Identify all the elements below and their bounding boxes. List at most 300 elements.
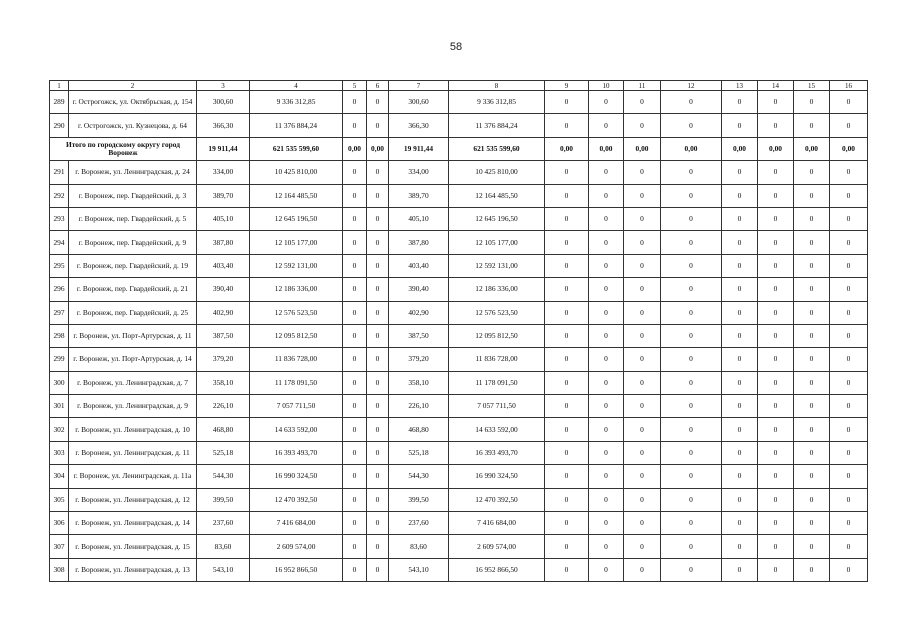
address-cell: г. Воронеж, пер. Гвардейский, д. 3	[69, 184, 197, 207]
table-cell: 405,10	[197, 207, 250, 230]
table-cell: 0	[367, 418, 389, 441]
row-number-cell: 293	[50, 207, 69, 230]
row-number-cell: 296	[50, 278, 69, 301]
table-cell: 0	[624, 558, 661, 581]
table-cell: 366,30	[389, 114, 449, 137]
table-cell: 525,18	[389, 441, 449, 464]
total-label: Итого по городскому округу город Воронеж	[50, 137, 197, 160]
table-cell: 0	[589, 371, 624, 394]
table-cell: 0	[722, 184, 758, 207]
table-cell: 12 164 485,50	[449, 184, 545, 207]
table-cell: 0	[661, 324, 722, 347]
table-cell: 11 836 728,00	[449, 348, 545, 371]
table-cell: 0	[367, 231, 389, 254]
table-cell: 0	[589, 395, 624, 418]
table-row	[50, 91, 868, 114]
table-cell: 525,18	[197, 441, 250, 464]
table-cell: 389,70	[197, 184, 250, 207]
table-cell: 0	[624, 207, 661, 230]
table-row	[50, 558, 868, 581]
table-cell: 0	[794, 371, 830, 394]
table-cell: 0	[758, 231, 794, 254]
table-cell: 0	[343, 231, 367, 254]
table-cell: 9 336 312,85	[449, 91, 545, 114]
page-number: 58	[449, 41, 463, 53]
table-cell: 12 645 196,50	[250, 207, 343, 230]
table-cell: 0	[624, 231, 661, 254]
table-cell: 0	[794, 161, 830, 184]
table-cell: 0	[758, 114, 794, 137]
table-cell: 0	[722, 371, 758, 394]
table-cell: 12 095 812,50	[449, 324, 545, 347]
table-cell: 0	[758, 348, 794, 371]
table-cell: 399,50	[389, 488, 449, 511]
table-cell: 0	[545, 231, 589, 254]
table-cell: 0	[830, 301, 868, 324]
table-cell: 12 164 485,50	[250, 184, 343, 207]
table-cell: 0	[624, 278, 661, 301]
address-cell: г. Воронеж, ул. Ленинградская, д. 11	[69, 441, 197, 464]
table-cell: 0	[758, 418, 794, 441]
table-cell: 0	[794, 535, 830, 558]
address-cell: г. Воронеж, ул. Порт-Артурская, д. 14	[69, 348, 197, 371]
table-cell: 379,20	[389, 348, 449, 371]
table-cell: 0	[624, 465, 661, 488]
table-cell: 0,00	[661, 137, 722, 160]
row-number-cell: 298	[50, 324, 69, 347]
table-cell: 0	[661, 535, 722, 558]
row-number-cell: 304	[50, 465, 69, 488]
table-cell: 12 105 177,00	[250, 231, 343, 254]
row-number-cell: 308	[50, 558, 69, 581]
table-cell: 0	[343, 558, 367, 581]
table-cell: 0	[830, 512, 868, 535]
table-cell: 0	[367, 324, 389, 347]
table-cell: 405,10	[389, 207, 449, 230]
table-cell: 0	[794, 301, 830, 324]
table-cell: 0	[367, 465, 389, 488]
table-cell: 0	[758, 324, 794, 347]
row-number-cell: 291	[50, 161, 69, 184]
table-cell: 544,30	[197, 465, 250, 488]
table-cell: 0	[794, 418, 830, 441]
address-cell: г. Воронеж, ул. Ленинградская, д. 10	[69, 418, 197, 441]
table-cell: 387,50	[389, 324, 449, 347]
table-cell: 0	[343, 371, 367, 394]
table-cell: 0	[661, 418, 722, 441]
table-cell: 390,40	[197, 278, 250, 301]
table-cell: 0	[545, 114, 589, 137]
table-cell: 0	[367, 278, 389, 301]
table-cell: 0	[545, 535, 589, 558]
table-cell: 0,00	[794, 137, 830, 160]
row-number-cell: 307	[50, 535, 69, 558]
table-cell: 389,70	[389, 184, 449, 207]
table-cell: 0	[343, 535, 367, 558]
table-cell: 0	[343, 418, 367, 441]
row-number-cell: 305	[50, 488, 69, 511]
table-cell: 0	[758, 441, 794, 464]
address-cell: г. Воронеж, пер. Гвардейский, д. 9	[69, 231, 197, 254]
table-cell: 0	[367, 558, 389, 581]
table-cell: 0	[343, 324, 367, 347]
table-cell: 0	[794, 231, 830, 254]
table-cell: 11 178 091,50	[250, 371, 343, 394]
table-cell: 0	[830, 254, 868, 277]
row-number-cell: 297	[50, 301, 69, 324]
table-cell: 2 609 574,00	[250, 535, 343, 558]
table-cell: 0	[589, 465, 624, 488]
table-row	[50, 184, 868, 207]
table-cell: 11 836 728,00	[250, 348, 343, 371]
table-cell: 0	[589, 207, 624, 230]
row-number-cell: 303	[50, 441, 69, 464]
table-cell: 0	[545, 418, 589, 441]
table-cell: 0	[722, 301, 758, 324]
table-cell: 402,90	[197, 301, 250, 324]
table-cell: 0	[830, 395, 868, 418]
table-cell: 0	[624, 395, 661, 418]
table-cell: 0,00	[343, 137, 367, 160]
column-header: 6	[367, 81, 389, 91]
table-cell: 0	[624, 488, 661, 511]
table-cell: 0	[343, 161, 367, 184]
table-cell: 0	[589, 558, 624, 581]
table-cell: 0	[545, 254, 589, 277]
table-row	[50, 395, 868, 418]
table-cell: 544,30	[389, 465, 449, 488]
table-cell: 0	[794, 114, 830, 137]
table-cell: 0	[794, 278, 830, 301]
table-cell: 12 576 523,50	[250, 301, 343, 324]
table-cell: 0	[367, 207, 389, 230]
table-cell: 0	[722, 161, 758, 184]
table-cell: 358,10	[197, 371, 250, 394]
address-cell: г. Воронеж, пер. Гвардейский, д. 19	[69, 254, 197, 277]
table-cell: 0	[794, 207, 830, 230]
table-cell: 0	[722, 91, 758, 114]
table-cell: 0	[794, 512, 830, 535]
address-cell: г. Острогожск, ул. Кузнецова, д. 64	[69, 114, 197, 137]
table-cell: 0	[830, 278, 868, 301]
table-cell: 358,10	[389, 371, 449, 394]
table-cell: 0	[661, 231, 722, 254]
table-cell: 0,00	[830, 137, 868, 160]
table-cell: 0	[830, 324, 868, 347]
table-cell: 0	[343, 184, 367, 207]
table-cell: 0	[343, 441, 367, 464]
table-cell: 0	[589, 441, 624, 464]
table-cell: 16 393 493,70	[449, 441, 545, 464]
table-row	[50, 535, 868, 558]
table-cell: 0	[661, 301, 722, 324]
table-cell: 0,00	[545, 137, 589, 160]
table-cell: 19 911,44	[197, 137, 250, 160]
table-cell: 0	[794, 441, 830, 464]
table-cell: 0	[367, 395, 389, 418]
table-cell: 379,20	[197, 348, 250, 371]
table-cell: 0	[722, 395, 758, 418]
table-cell: 403,40	[389, 254, 449, 277]
address-cell: г. Воронеж, ул. Ленинградская, д. 12	[69, 488, 197, 511]
row-number-cell: 300	[50, 371, 69, 394]
table-cell: 0	[722, 465, 758, 488]
table-cell: 0	[367, 91, 389, 114]
table-cell: 0	[830, 441, 868, 464]
table-cell: 0	[722, 512, 758, 535]
column-header: 5	[343, 81, 367, 91]
table-cell: 0	[624, 91, 661, 114]
table-cell: 226,10	[389, 395, 449, 418]
table-cell: 0	[830, 488, 868, 511]
table-cell: 0	[624, 184, 661, 207]
address-cell: г. Воронеж, ул. Ленинградская, д. 24	[69, 161, 197, 184]
table-cell: 0	[545, 301, 589, 324]
table-cell: 0	[589, 184, 624, 207]
row-number-cell: 306	[50, 512, 69, 535]
column-header: 12	[661, 81, 722, 91]
table-cell: 390,40	[389, 278, 449, 301]
row-number-cell: 301	[50, 395, 69, 418]
table-cell: 0	[722, 488, 758, 511]
table-cell: 0	[545, 558, 589, 581]
table-cell: 0	[758, 395, 794, 418]
table-cell: 0	[343, 301, 367, 324]
table-cell: 0	[545, 488, 589, 511]
table-cell: 0	[722, 254, 758, 277]
address-cell: г. Воронеж, ул. Ленинградская, д. 11а	[69, 465, 197, 488]
table-cell: 0	[589, 418, 624, 441]
table-cell: 0	[624, 161, 661, 184]
table-cell: 16 990 324,50	[250, 465, 343, 488]
table-cell: 0	[343, 114, 367, 137]
table-row	[50, 348, 868, 371]
table-cell: 0	[624, 512, 661, 535]
table-cell: 0,00	[722, 137, 758, 160]
table-cell: 0	[624, 348, 661, 371]
table-cell: 83,60	[389, 535, 449, 558]
table-cell: 0	[545, 161, 589, 184]
table-cell: 0	[758, 488, 794, 511]
table-row	[50, 231, 868, 254]
table-cell: 0	[589, 348, 624, 371]
table-cell: 12 095 812,50	[250, 324, 343, 347]
table-row	[50, 418, 868, 441]
table-cell: 11 178 091,50	[449, 371, 545, 394]
total-row	[50, 137, 868, 160]
table-cell: 0	[830, 184, 868, 207]
table-cell: 0	[661, 254, 722, 277]
table-cell: 0	[661, 512, 722, 535]
table-cell: 0	[722, 348, 758, 371]
table-cell: 0	[794, 91, 830, 114]
address-cell: г. Воронеж, ул. Ленинградская, д. 14	[69, 512, 197, 535]
table-cell: 12 645 196,50	[449, 207, 545, 230]
table-cell: 0	[722, 114, 758, 137]
table-cell: 0	[589, 535, 624, 558]
table-cell: 0	[589, 91, 624, 114]
table-cell: 0	[589, 301, 624, 324]
table-cell: 0	[661, 465, 722, 488]
table-cell: 0	[661, 184, 722, 207]
table-cell: 0	[545, 371, 589, 394]
table-cell: 0	[661, 488, 722, 511]
table-cell: 0	[758, 512, 794, 535]
table-cell: 0	[830, 558, 868, 581]
table-cell: 0	[624, 441, 661, 464]
row-number-cell: 299	[50, 348, 69, 371]
table-cell: 0	[794, 465, 830, 488]
table-cell: 300,60	[197, 91, 250, 114]
table-cell: 0	[343, 278, 367, 301]
address-cell: г. Острогожск, ул. Октябрьская, д. 154	[69, 91, 197, 114]
table-row	[50, 371, 868, 394]
data-table	[49, 80, 868, 582]
table-cell: 11 376 884,24	[250, 114, 343, 137]
table-cell: 0	[367, 488, 389, 511]
table-cell: 12 470 392,50	[449, 488, 545, 511]
column-header: 2	[69, 81, 197, 91]
table-cell: 10 425 810,00	[449, 161, 545, 184]
column-header: 10	[589, 81, 624, 91]
table-row	[50, 161, 868, 184]
table-cell: 0	[758, 91, 794, 114]
table-row	[50, 254, 868, 277]
row-number-cell: 289	[50, 91, 69, 114]
table-cell: 0	[545, 324, 589, 347]
table-cell: 0	[343, 91, 367, 114]
table-cell: 226,10	[197, 395, 250, 418]
table-cell: 7 416 684,00	[250, 512, 343, 535]
table-cell: 0	[624, 371, 661, 394]
table-cell: 0	[624, 324, 661, 347]
header-row	[50, 81, 868, 91]
table-cell: 0	[367, 254, 389, 277]
table-cell: 0	[758, 254, 794, 277]
table-cell: 2 609 574,00	[449, 535, 545, 558]
table-cell: 0	[589, 488, 624, 511]
table-row	[50, 114, 868, 137]
table-cell: 0	[343, 465, 367, 488]
table-cell: 334,00	[389, 161, 449, 184]
table-cell: 0	[624, 301, 661, 324]
table-cell: 12 186 336,00	[449, 278, 545, 301]
table-row	[50, 488, 868, 511]
table-cell: 0	[722, 441, 758, 464]
table-cell: 0	[794, 488, 830, 511]
table-row	[50, 324, 868, 347]
table-cell: 0	[758, 278, 794, 301]
column-header: 8	[449, 81, 545, 91]
table-cell: 12 105 177,00	[449, 231, 545, 254]
table-cell: 12 576 523,50	[449, 301, 545, 324]
row-number-cell: 292	[50, 184, 69, 207]
table-cell: 19 911,44	[389, 137, 449, 160]
address-cell: г. Воронеж, ул. Ленинградская, д. 7	[69, 371, 197, 394]
address-cell: г. Воронеж, ул. Порт-Артурская, д. 11	[69, 324, 197, 347]
column-header: 4	[250, 81, 343, 91]
table-cell: 0	[367, 184, 389, 207]
table-cell: 0	[343, 395, 367, 418]
table-cell: 0	[830, 371, 868, 394]
table-cell: 0	[545, 512, 589, 535]
table-cell: 0	[661, 161, 722, 184]
table-cell: 387,50	[197, 324, 250, 347]
table-cell: 0	[589, 114, 624, 137]
table-cell: 468,80	[389, 418, 449, 441]
table-cell: 0	[722, 231, 758, 254]
table-cell: 0	[545, 184, 589, 207]
table-cell: 0	[367, 161, 389, 184]
table-cell: 0	[343, 207, 367, 230]
table-cell: 0	[545, 91, 589, 114]
table-cell: 16 990 324,50	[449, 465, 545, 488]
table-cell: 14 633 592,00	[449, 418, 545, 441]
table-cell: 0	[830, 348, 868, 371]
table-cell: 0	[722, 278, 758, 301]
table-cell: 0	[661, 348, 722, 371]
table-cell: 0	[545, 207, 589, 230]
address-cell: г. Воронеж, пер. Гвардейский, д. 5	[69, 207, 197, 230]
table-cell: 0,00	[758, 137, 794, 160]
table-cell: 0	[794, 324, 830, 347]
table-cell: 0	[830, 161, 868, 184]
row-number-cell: 302	[50, 418, 69, 441]
table-cell: 387,80	[197, 231, 250, 254]
table-cell: 0	[758, 301, 794, 324]
table-cell: 0	[545, 278, 589, 301]
table-cell: 83,60	[197, 535, 250, 558]
table-cell: 399,50	[197, 488, 250, 511]
column-header: 14	[758, 81, 794, 91]
table-cell: 0	[758, 465, 794, 488]
table-cell: 0	[589, 512, 624, 535]
table-cell: 0	[624, 535, 661, 558]
row-number-cell: 295	[50, 254, 69, 277]
table-cell: 543,10	[197, 558, 250, 581]
table-cell: 403,40	[197, 254, 250, 277]
table-cell: 0	[794, 348, 830, 371]
table-cell: 0	[624, 418, 661, 441]
column-header: 9	[545, 81, 589, 91]
table-cell: 0	[589, 324, 624, 347]
column-header: 13	[722, 81, 758, 91]
table-cell: 0	[830, 418, 868, 441]
table-row	[50, 512, 868, 535]
column-header: 7	[389, 81, 449, 91]
table-cell: 300,60	[389, 91, 449, 114]
table-cell: 12 592 131,00	[449, 254, 545, 277]
table-row	[50, 278, 868, 301]
column-header: 15	[794, 81, 830, 91]
table-cell: 0,00	[367, 137, 389, 160]
table-cell: 10 425 810,00	[250, 161, 343, 184]
table-cell: 0	[343, 488, 367, 511]
table-cell: 0	[545, 348, 589, 371]
table-cell: 0	[830, 207, 868, 230]
table-cell: 0,00	[589, 137, 624, 160]
table-cell: 0	[722, 535, 758, 558]
table-cell: 237,60	[197, 512, 250, 535]
table-cell: 0	[661, 278, 722, 301]
table-cell: 0	[661, 441, 722, 464]
table-cell: 621 535 599,60	[250, 137, 343, 160]
table-cell: 0	[794, 184, 830, 207]
table-row	[50, 301, 868, 324]
table-cell: 0	[545, 441, 589, 464]
table-cell: 0	[367, 371, 389, 394]
table-row	[50, 441, 868, 464]
